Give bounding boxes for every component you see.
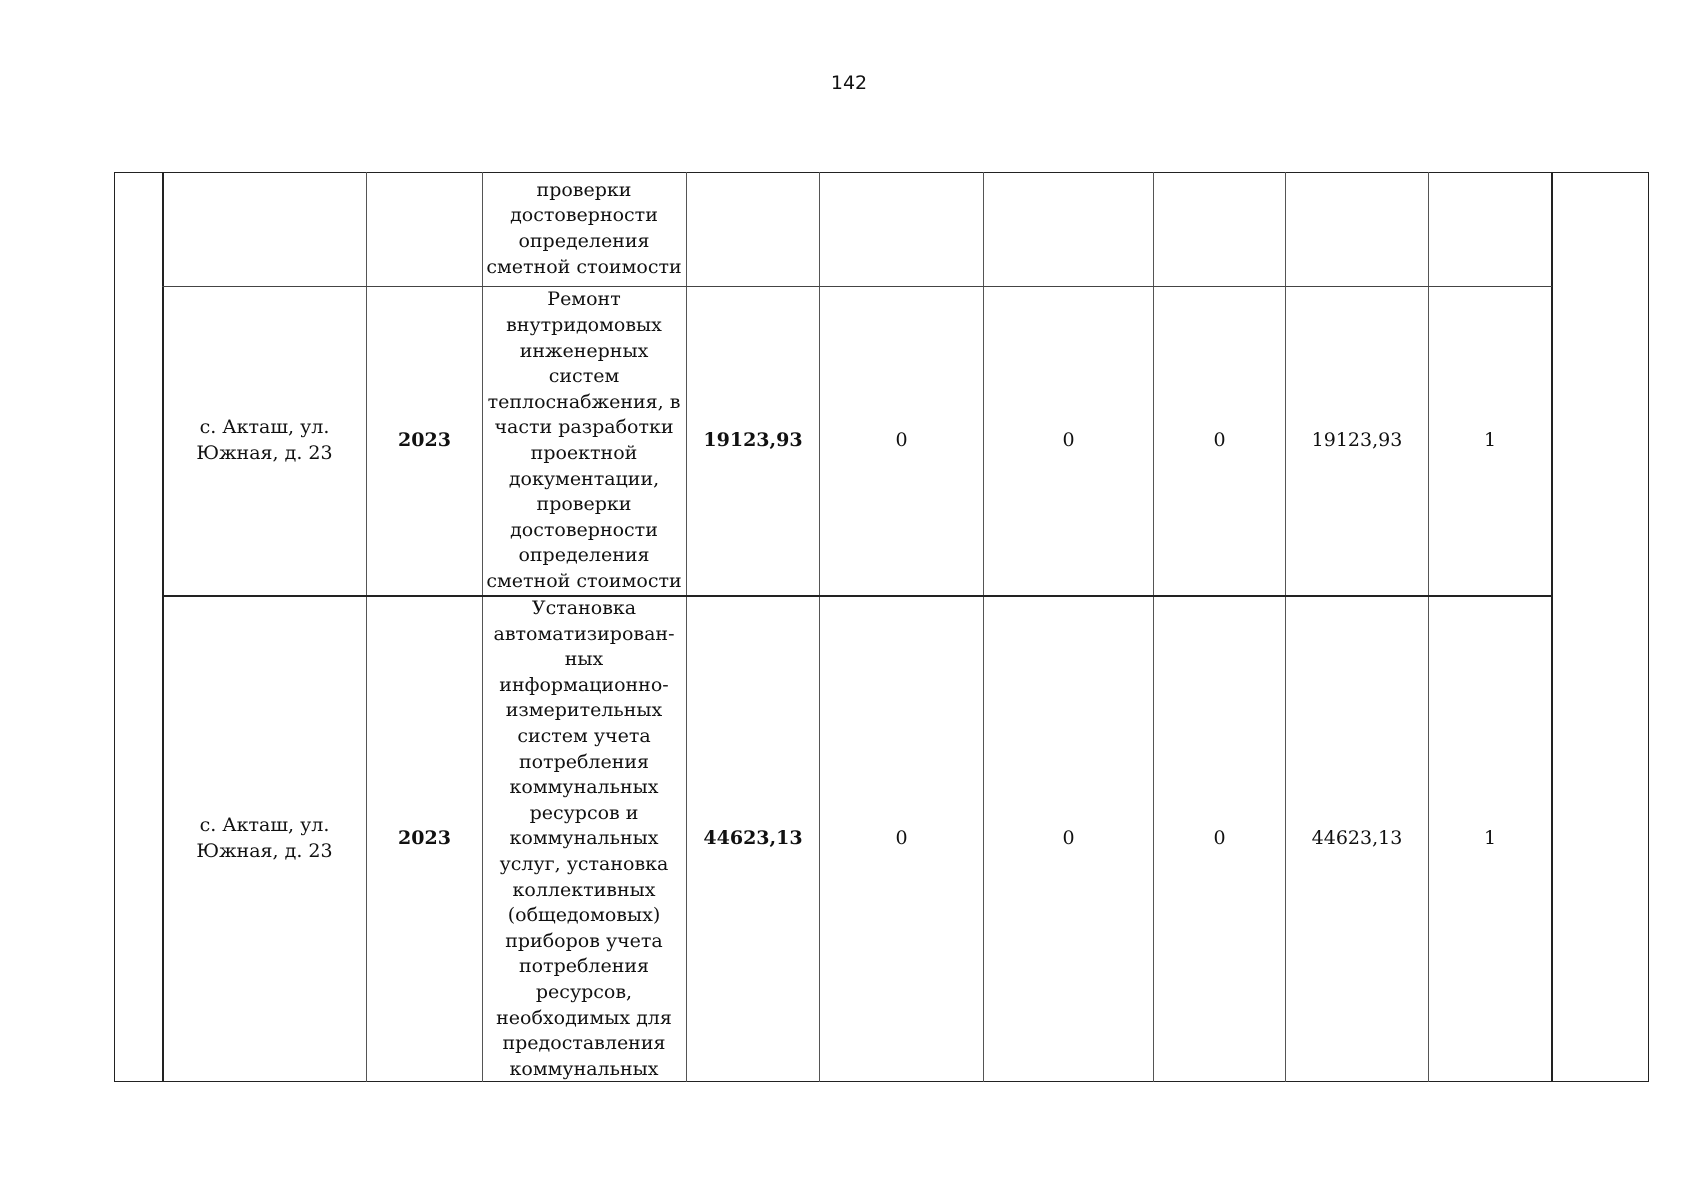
value-cell: 0	[895, 827, 908, 850]
year-cell: 2023	[398, 827, 451, 850]
value-cell: 0	[1062, 429, 1075, 452]
count-cell: 1	[1483, 429, 1497, 452]
address-cell: с. Акташ, ул. Южная, д. 23	[196, 416, 333, 464]
table-row	[482, 172, 686, 286]
value-cell: 0	[1213, 827, 1226, 850]
work-description-cell: проверки достоверности определения сметной стоимости	[486, 178, 682, 278]
address-cell: с. Акташ, ул. Южная, д. 23	[196, 814, 333, 862]
work-description-cell: Установка автоматизирован- ных информационно- измерительных систем учета потребления коммунальных ресурсов и коммунальных услуг, установка коллективных (общедомовых) приборов учета потребления ресурсов, необходимых для предоставления коммунальных	[493, 597, 675, 1080]
value-cell: 44623,13	[1311, 827, 1403, 850]
column-divider	[1551, 172, 1553, 1082]
page-number: 142	[830, 72, 868, 94]
value-cell: 0	[1213, 429, 1226, 452]
count-cell: 1	[1483, 827, 1497, 850]
value-cell: 0	[895, 429, 908, 452]
total-cost-cell: 44623,13	[703, 827, 803, 850]
value-cell: 0	[1062, 827, 1075, 850]
total-cost-cell: 19123,93	[703, 429, 803, 452]
value-cell: 19123,93	[1311, 429, 1403, 452]
work-description-cell: Ремонт внутридомовых инженерных систем теплоснабжения, в части разработки проектной документации, проверки достоверности определения сметной стоимости	[486, 288, 682, 592]
year-cell: 2023	[398, 429, 451, 452]
